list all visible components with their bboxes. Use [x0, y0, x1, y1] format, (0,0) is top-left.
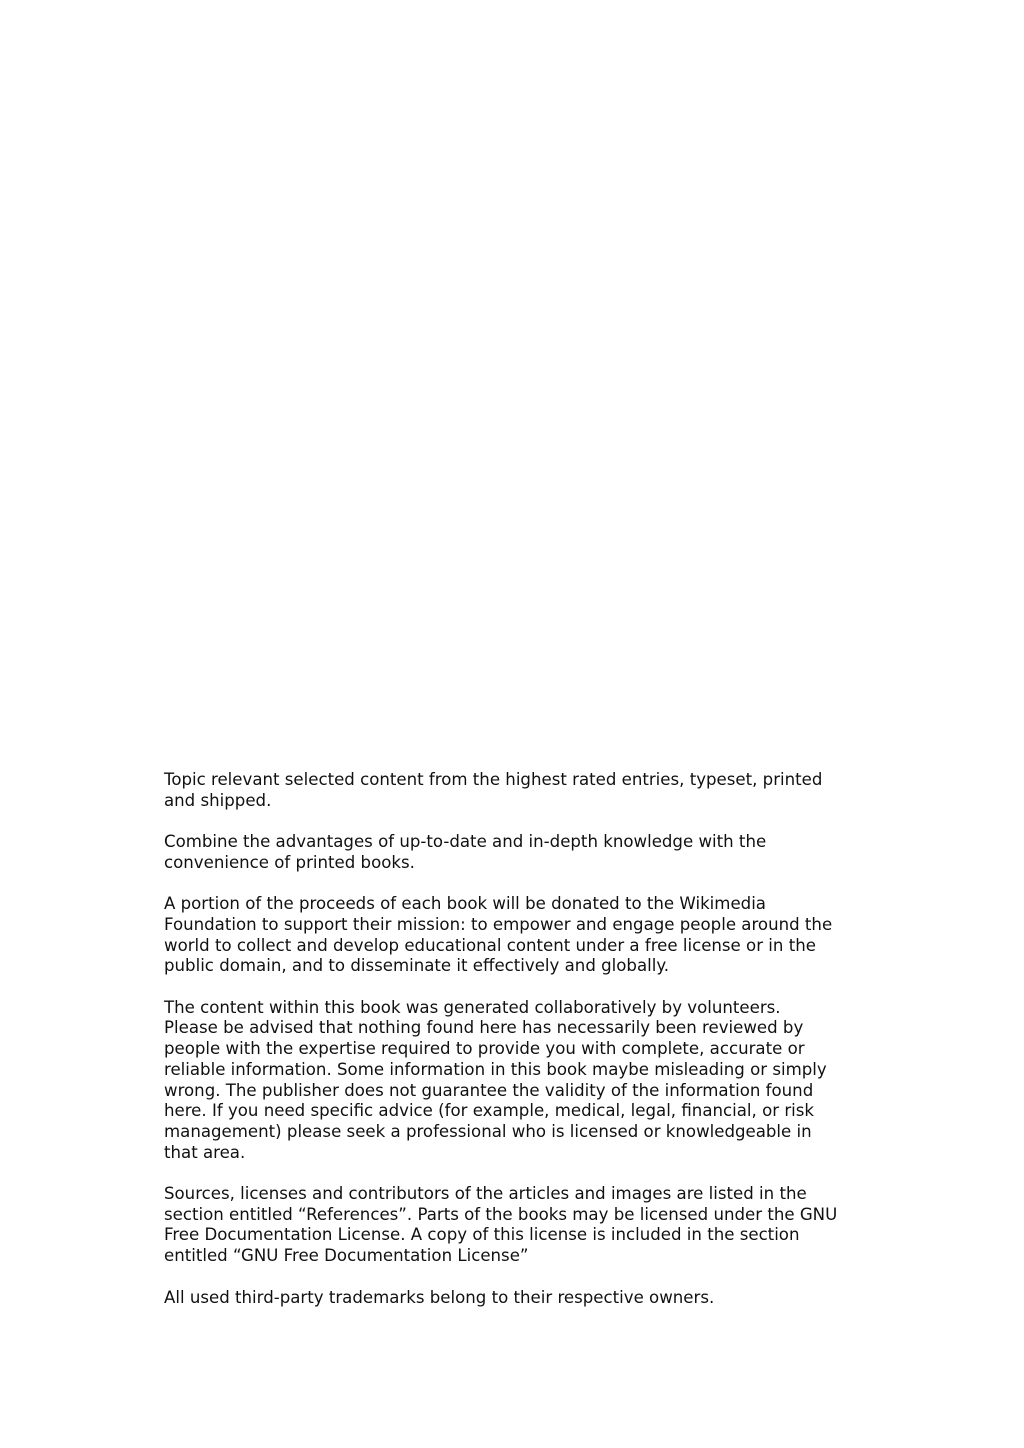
paragraph-topic-content: Topic relevant selected content from the highest rated entries, typeset, printed and shipped.: [164, 770, 823, 810]
paragraph-wikimedia-donation: A portion of the proceeds of each book will be donated to the Wikimedia Foundation to support their mission: to empower and engage people around the world to collect and develop educational content under a free license or in the public domain, and to disseminate it effectively and globally.: [164, 894, 833, 976]
disclaimer-text-block: [164, 770, 870, 1308]
paragraph-sources-licenses: Sources, licenses and contributors of the articles and images are listed in the section entitled “References”. Parts of the books may be licensed under the GNU Free Documentation License. A copy of this license is included in the section entitled “GNU Free Documentation License”: [164, 1184, 838, 1266]
paragraph-content-disclaimer: The content within this book was generated collaboratively by volunteers. Please be advised that nothing found here has necessarily been reviewed by people with the expertise required to provide you with complete, accurate or reliable information. Some information in this book maybe misleading or simply wrong. The publisher does not guarantee the validity of the information found here. If you need specific advice (for example, medical, legal, financial, or risk management) please seek a professional who is licensed or knowledgeable in that area.: [164, 997, 827, 1162]
paragraph-advantages: Combine the advantages of up-to-date and in-depth knowledge with the convenience of printed books.: [164, 832, 767, 872]
paragraph-trademarks: All used third-party trademarks belong to their respective owners.: [164, 1287, 715, 1307]
